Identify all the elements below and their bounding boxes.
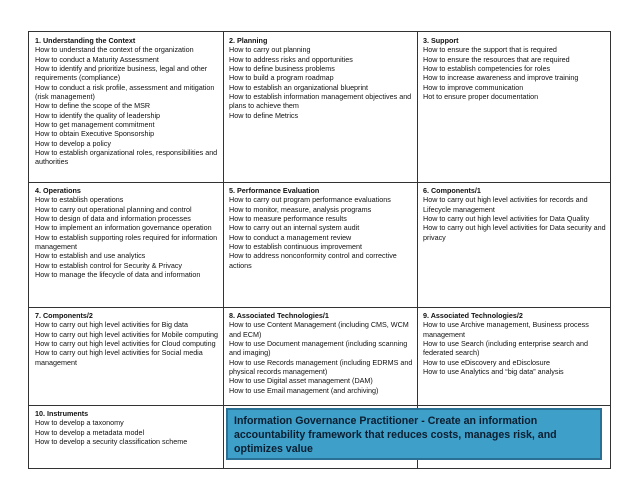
cell-line: How to ensure the resources that are required: [423, 54, 570, 64]
cell-title: 3. Support: [423, 36, 459, 45]
cell-associated-technologies-2: [417, 307, 610, 405]
cell-line: How to implement an information governance operation: [35, 223, 212, 233]
cell-line: Hot to ensure proper documentation: [423, 92, 539, 102]
cell-line: How to carry out high level activities for Data security and privacy: [423, 223, 606, 242]
cell-line: How to use Records management (including EDRMS and physical records management): [229, 357, 413, 377]
cell-support: [417, 32, 610, 182]
cell-title: 5. Performance Evaluation: [229, 186, 320, 195]
cell-line: How to define business problems: [229, 64, 335, 74]
cell-instruments: [29, 405, 223, 468]
cell-line: How to establish operations: [35, 195, 124, 205]
cell-line: How to manage the lifecycle of data and information: [35, 270, 201, 280]
cell-line: How to carry out high level activities for Big data: [35, 320, 189, 330]
cell-line: How to conduct a management review: [229, 232, 352, 242]
cell-title: 6. Components/1: [423, 186, 481, 195]
cell-title: 2. Planning: [229, 36, 268, 45]
cell-understanding-context: [29, 32, 223, 182]
cell-line: How to obtain Executive Sponsorship: [35, 129, 155, 139]
cell-line: How to improve communication: [423, 82, 524, 92]
cell-operations: [29, 182, 223, 307]
banner-description: - Create an information accountability framework that reduces costs, manages risk, and optimizes value: [234, 415, 557, 456]
cell-line: How to use Archive management, Business process management: [423, 320, 589, 339]
cell-line: How to address risks and opportunities: [229, 54, 353, 64]
cell-line: How to develop a taxonomy: [35, 418, 124, 428]
banner-title: Information Governance Practitioner: [234, 415, 419, 427]
cell-line: How to establish organizational roles, responsibilities and authorities: [35, 148, 218, 167]
cell-line: How to establish and use analytics: [35, 251, 146, 261]
cell-line: How to conduct a risk profile, assessment and mitigation (risk management): [35, 82, 215, 102]
cell-line: How to establish information management objectives and plans to achieve them: [229, 92, 412, 111]
cell-line: How to monitor, measure, analysis programs: [229, 204, 372, 214]
cell-line: How to use Search (including enterprise search and federated search): [423, 339, 589, 358]
cell-line: How to carry out high level activities for Cloud computing: [35, 339, 216, 349]
cell-line: How to develop a metadata model: [35, 427, 145, 437]
cell-line: How to build a program roadmap: [229, 73, 334, 83]
cell-line: How to define Metrics: [229, 110, 299, 120]
cell-line: How to address nonconformity control and corrective actions: [229, 251, 397, 270]
cell-line: How to use Document management (including scanning and imaging): [229, 339, 408, 358]
cell-components-2: [29, 307, 223, 405]
cell-line: How to establish competencies for roles: [423, 64, 551, 74]
cell-line: How to establish an organizational blueprint: [229, 82, 369, 92]
cell-line: How to ensure the support that is required: [423, 45, 557, 55]
cell-title: 9. Associated Technologies/2: [423, 311, 523, 320]
cell-line: How to establish continuous improvement: [229, 242, 363, 252]
cell-line: How to carry out an internal system audit: [229, 223, 360, 233]
cell-performance-evaluation: [223, 182, 417, 307]
cell-line: How to carry out program performance evaluations: [229, 195, 391, 205]
cell-line: How to establish control for Security & Privacy: [35, 260, 182, 270]
cell-line: How to conduct a Maturity Assessment: [35, 54, 159, 64]
cell-line: How to understand the context of the organization: [35, 45, 194, 55]
cell-line: How to get management commitment: [35, 120, 155, 130]
cell-line: How to use Digital asset management (DAM): [229, 376, 373, 386]
cell-line: How to carry out operational planning and control: [35, 204, 192, 214]
cell-associated-technologies-1: [223, 307, 417, 405]
cell-line: How to carry out high level activities for Social media management: [35, 348, 203, 367]
framework-table: [28, 31, 611, 469]
cell-title: 4. Operations: [35, 186, 81, 195]
cell-title: 1. Understanding the Context: [35, 36, 136, 45]
cell-title: 8. Associated Technologies/1: [229, 311, 329, 320]
cell-line: How to use Content Management (including CMS, WCM and ECM): [229, 320, 409, 339]
cell-line: How to carry out high level activities for Mobile computing: [35, 329, 218, 339]
cell-line: How to design of data and information processes: [35, 214, 191, 224]
cell-planning: [223, 32, 417, 182]
cell-line: How to identify the quality of leadership: [35, 110, 161, 120]
cell-line: How to use eDiscovery and eDisclosure: [423, 357, 551, 367]
cell-line: How to increase awareness and improve training: [423, 73, 579, 83]
cell-title: 10. Instruments: [35, 409, 89, 418]
cell-line: How to identify and prioritize business, legal and other requirements (compliance): [35, 64, 208, 83]
cell-line: How to develop a policy: [35, 138, 111, 148]
cell-line: How to carry out high level activities for records and Lifecycle management: [423, 195, 588, 214]
cell-line: How to use Email management (and archiving): [229, 385, 379, 395]
cell-line: How to carry out planning: [229, 45, 311, 55]
cell-components-1: [417, 182, 610, 307]
cell-line: How to use Analytics and “big data” analysis: [423, 367, 564, 377]
cell-line: How to measure performance results: [229, 214, 347, 224]
cell-line: How to establish supporting roles required for information management: [35, 232, 218, 252]
cell-line: How to define the scope of the MSR: [35, 101, 151, 111]
cell-title: 7. Components/2: [35, 311, 93, 320]
cell-line: How to develop a security classification scheme: [35, 437, 188, 447]
practitioner-banner: [226, 408, 602, 460]
cell-line: How to carry out high level activities for Data Quality: [423, 214, 590, 224]
